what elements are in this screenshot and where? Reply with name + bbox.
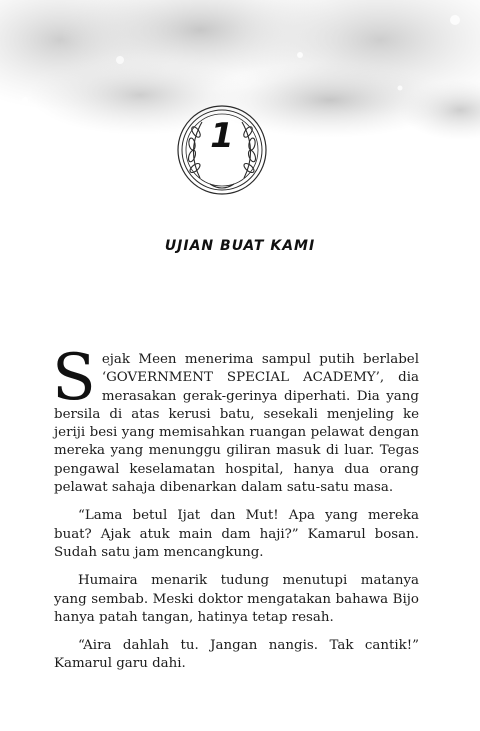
story-body: [52, 341, 419, 684]
chapter-title: UJIAN BUAT KAMI: [164, 238, 316, 254]
paragraph-1-text: ejak Meen menerima sampul putih berlabel ‘GOVERNMENT SPECIAL ACADEMY’, dia merasakan gerak-gerinya diperhati. Dia yang bersila di atas kerusi batu, sesekali menjeling ke jeriji besi yang memisahkan ruangan pelawat dengan mereka yang menunggu giliran masuk di luar. Tegas pengawal keselamatan hospital, hanya dua orang pelawat sahaja dibenarkan dalam satu-satu masa.: [54, 352, 419, 496]
paragraph-1: [52, 341, 419, 497]
paragraph-3: Humaira menarik tudung menutupi matanya yang sembab. Meski doktor mengatakan bahawa Bijo hanya patah tangan, hatinya tetap resah.: [54, 573, 419, 625]
drop-cap: S: [52, 341, 96, 415]
chapter-number: 1: [210, 116, 234, 156]
paragraph-2: “Lama betul Ijat dan Mut! Apa yang mereka buat? Ajak atuk main dam haji?” Kamarul bosan. Sudah satu jam mencangkung.: [54, 508, 419, 560]
paragraph-4: “Aira dahlah tu. Jangan nangis. Tak cantik!” Kamarul garu dahi.: [54, 638, 419, 672]
